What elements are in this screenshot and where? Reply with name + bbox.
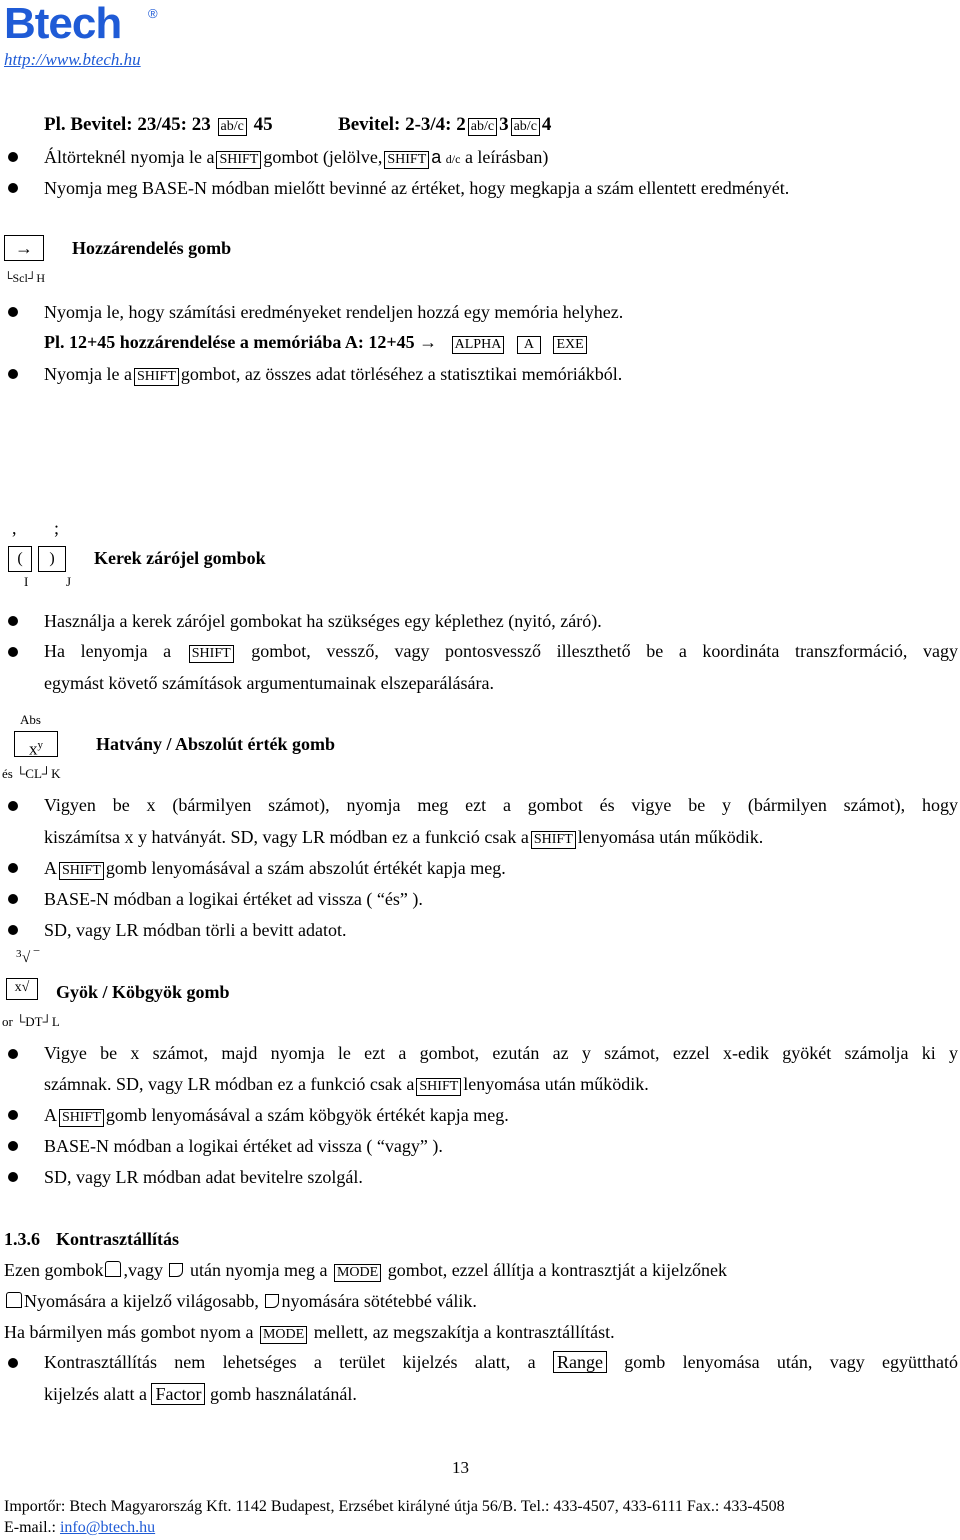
power-note-2: A SHIFT gomb lenyomásával a szám abszolút értékét kapja meg. (44, 858, 506, 878)
close-paren-key: ) (38, 546, 66, 572)
bullet (8, 369, 18, 379)
fraction-note: Áltörteknél nyomja le a SHIFT gombot (jelölve, SHIFT a d/c a leírásban) (44, 147, 549, 167)
registered-mark: ® (148, 6, 158, 21)
bullet (8, 1172, 18, 1182)
bullet (8, 647, 18, 657)
email-line: E-mail.: info@btech.hu (4, 1519, 156, 1536)
power-subkey: és └CL┘K (2, 766, 61, 781)
paren-note: Használja a kerek zárójel gombokat ha szükséges egy képlethez (nyitó, záró). (44, 611, 602, 631)
btech-logo: Btech (4, 0, 122, 48)
assign-key-arrow: → (4, 235, 44, 261)
root-key: x√ (6, 978, 38, 1000)
root-note-3: BASE-N módban a logikai értéket ad vissza ( “vagy” ). (44, 1136, 443, 1156)
power-note-3: BASE-N módban a logikai értéket ad vissza ( “és” ). (44, 889, 423, 909)
paren-sub-i: I (24, 574, 29, 589)
assign-title: Hozzárendelés gomb (72, 238, 232, 258)
email-link[interactable]: info@btech.hu (59, 1519, 156, 1536)
root-note: Vigye be x számot, majd nyomja le ezt a gombot, ezután az y számot, ezzel x-edik gyökét számolja ki y (44, 1043, 958, 1063)
contrast-line-1: Ezen gombok ,vagy után nyomja meg a MODE gombot, ezzel állítja a kontrasztját a kijelzőnek (4, 1260, 728, 1280)
paren-note-2-line2: egymást követő számítások argumentumainak elszeparálására. (44, 673, 494, 693)
key-abc: ab/c (218, 118, 247, 136)
base-n-note: Nyomja meg BASE-N módban mielőtt bevinné az értéket, hogy megkapja a szám ellentett eredményét. (44, 178, 790, 198)
root-note-line2: számnak. SD, vagy LR módban ez a funkció csak a SHIFT lenyomása után működik. (44, 1074, 649, 1094)
bullet (8, 616, 18, 626)
abs-label: Abs (20, 712, 41, 727)
contrast-line-2: Nyomására a kijelző világosabb, nyomására sötétebbé válik. (4, 1289, 477, 1313)
bullet (8, 801, 18, 811)
assign-note: Nyomja le, hogy számítási eredményeket rendeljen hozzá egy memória helyhez. (44, 302, 624, 322)
bullet (8, 307, 18, 317)
power-note: Vigyen be x (bármilyen számot), nyomja meg ezt a gombot és vigye be y (bármilyen számot), hogy (44, 795, 958, 815)
contrast-note: Kontrasztállítás nem lehetséges a terület kijelzés alatt, a Range gomb lenyomása után, vagy együttható (44, 1352, 959, 1372)
comma-label: , (12, 518, 17, 538)
paren-sub-j: J (66, 574, 72, 589)
cube-label: 3 (16, 948, 22, 960)
root-note-2: A SHIFT gomb lenyomásával a szám köbgyök értékét kapja meg. (44, 1105, 509, 1125)
fraction-example: Pl. Bevitel: 23/45: 23 ab/c 45 Bevitel: 2-3/4: 2 ab/c 3 ab/c 4 (44, 114, 552, 135)
assign-example: Pl. 12+45 hozzárendelése a memóriába A: 12+45 → ALPHA A EXE (44, 330, 589, 354)
contrast-line-3: Ha bármilyen más gombot nyom a MODE mellett, az megszakítja a kontrasztállítást. (4, 1322, 615, 1342)
paren-title: Kerek zárójel gombok (94, 548, 266, 568)
assign-note-2: Nyomja le a SHIFT gombot, az összes adat törléséhez a statisztikai memóriákból. (44, 364, 623, 384)
open-paren-key: ( (8, 546, 32, 572)
bullet (8, 183, 18, 193)
up-arrow-key-icon (6, 1292, 22, 1308)
assign-subkey: └Scl┘H (4, 271, 46, 285)
bullet (8, 925, 18, 935)
up-arrow-key-icon (105, 1261, 121, 1277)
paren-note-2: Ha lenyomja a SHIFT gombot, vessző, vagy pontosvessző illeszthető be a koordináta transzformáció, vagy (44, 641, 959, 661)
contrast-note-line2: kijelzés alatt a Factor gomb használatánál. (44, 1384, 357, 1404)
bullet (8, 1358, 18, 1368)
page-number: 13 (452, 1458, 469, 1477)
root-title: Gyök / Köbgyök gomb (56, 982, 230, 1002)
bullet (8, 1110, 18, 1120)
semicolon-label: ; (54, 518, 60, 538)
contrast-heading: 1.3.6 Kontrasztállítás (4, 1229, 179, 1249)
root-note-4: SD, vagy LR módban adat bevitelre szolgál. (44, 1167, 363, 1187)
down-arrow-key-icon (169, 1263, 183, 1277)
power-key: $x^y$ (14, 731, 58, 757)
bullet (8, 863, 18, 873)
root-subkey: or └DT┘L (2, 1014, 60, 1029)
power-title: Hatvány / Abszolút érték gomb (96, 734, 336, 754)
importer-info: Importőr: Btech Magyarország Kft. 1142 Budapest, Erzsébet királyné útja 56/B. Tel.: 433-4507, 433-6111 Fax.: 433-4508 (4, 1498, 785, 1515)
bullet (8, 152, 18, 162)
bullet (8, 894, 18, 904)
down-arrow-key-icon (265, 1294, 279, 1308)
power-note-line2: kiszámítsa x y hatványát. SD, vagy LR módban ez a funkció csak a SHIFT lenyomása után működik. (44, 827, 764, 847)
website-link[interactable]: http://www.btech.hu (4, 50, 141, 69)
bullet (8, 1049, 18, 1059)
bullet (8, 1141, 18, 1151)
power-note-4: SD, vagy LR módban törli a bevitt adatot. (44, 920, 347, 940)
root-sign: √ ‾ (22, 950, 39, 966)
